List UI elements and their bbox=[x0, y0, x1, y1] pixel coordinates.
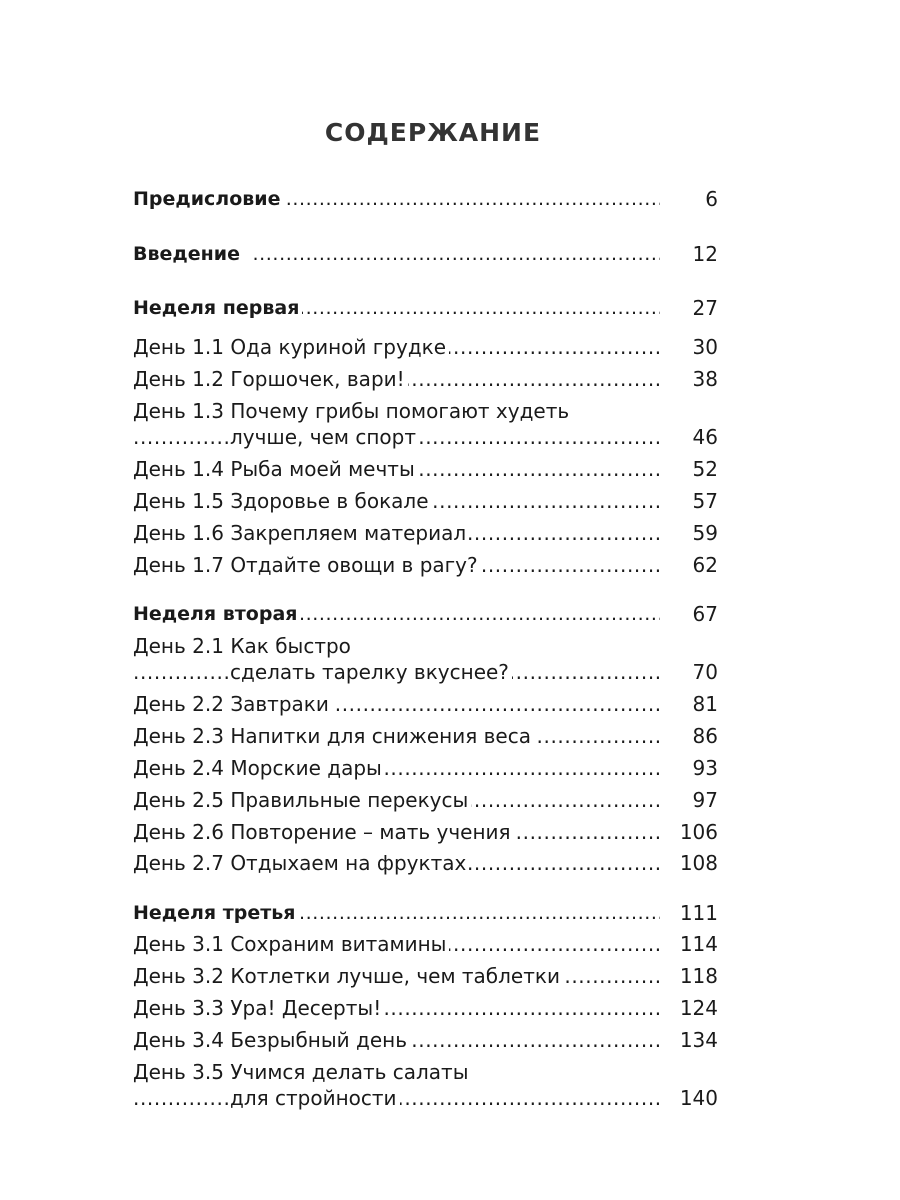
entry-title: Неделя первая bbox=[133, 295, 302, 321]
entry-title: День 1.2 Горшочек, вари! bbox=[133, 366, 408, 392]
entry-page: 86 bbox=[692, 724, 718, 748]
toc-entry-day-3-1 bbox=[133, 931, 718, 957]
entry-title: День 2.7 Отдыхаем на фруктах bbox=[133, 850, 469, 876]
entry-page: 12 bbox=[692, 242, 718, 266]
entry-page: 140 bbox=[679, 1086, 718, 1110]
entry-title: Неделя третья bbox=[133, 900, 298, 926]
entry-title: День 3.2 Котлетки лучше, чем таблетки bbox=[133, 963, 563, 989]
toc-entry-day-2-5 bbox=[133, 787, 718, 813]
entry-page: 81 bbox=[692, 692, 718, 716]
entry-page: 118 bbox=[679, 964, 718, 988]
entry-page: 57 bbox=[692, 489, 718, 513]
toc-entry-day-1-1 bbox=[133, 334, 718, 360]
entry-page: 134 bbox=[679, 1028, 718, 1052]
entry-title: День 3.3 Ура! Десерты! bbox=[133, 995, 384, 1021]
toc-entry-day-2-7 bbox=[133, 850, 718, 876]
toc-entry-day-3-3 bbox=[133, 995, 718, 1021]
entry-title: День 3.5 Учимся делать салаты bbox=[133, 1059, 472, 1085]
entry-title: Неделя вторая bbox=[133, 601, 300, 627]
toc-entry-day-1-3 bbox=[133, 398, 718, 424]
toc-entry-day-3-2 bbox=[133, 963, 718, 989]
toc-entry-introduction bbox=[133, 241, 718, 267]
entry-title: День 2.4 Морские дары bbox=[133, 755, 385, 781]
toc-entry-week-2 bbox=[133, 601, 718, 627]
entry-page: 59 bbox=[692, 521, 718, 545]
entry-title: День 1.5 Здоровье в бокале bbox=[133, 488, 432, 514]
entry-title: День 2.1 Как быстро bbox=[133, 633, 354, 659]
entry-page: 93 bbox=[692, 756, 718, 780]
entry-page: 38 bbox=[692, 367, 718, 391]
entry-page: 62 bbox=[692, 553, 718, 577]
entry-title: День 3.4 Безрыбный день bbox=[133, 1027, 410, 1053]
entry-title: День 1.4 Рыба моей мечты bbox=[133, 456, 418, 482]
entry-title: День 3.1 Сохраним витамины bbox=[133, 931, 449, 957]
entry-title: День 2.2 Завтраки bbox=[133, 691, 332, 717]
toc-entry-day-1-4 bbox=[133, 456, 718, 482]
entry-title: День 2.5 Правильные перекусы bbox=[133, 787, 471, 813]
entry-title: День 1.3 Почему грибы помогают худеть bbox=[133, 398, 572, 424]
entry-page: 97 bbox=[692, 788, 718, 812]
toc-entry-week-3 bbox=[133, 900, 718, 926]
toc-entry-day-3-4 bbox=[133, 1027, 718, 1053]
entry-title: День 2.3 Напитки для снижения веса bbox=[133, 723, 534, 749]
toc-entry-day-1-7 bbox=[133, 552, 718, 578]
toc-entry-preface bbox=[133, 186, 718, 212]
entry-page: 124 bbox=[679, 996, 718, 1020]
toc-entry-day-2-1-cont bbox=[133, 659, 718, 685]
toc-entry-day-1-2 bbox=[133, 366, 718, 392]
entry-title: Введение bbox=[133, 241, 250, 267]
toc-entry-day-2-6 bbox=[133, 819, 718, 845]
toc-entry-day-3-5 bbox=[133, 1059, 718, 1085]
toc-entry-week-1 bbox=[133, 295, 718, 321]
entry-page: 52 bbox=[692, 457, 718, 481]
entry-title-cont: сделать тарелку вкуснее? bbox=[230, 659, 512, 685]
entry-page: 111 bbox=[679, 901, 718, 925]
toc-entry-day-2-4 bbox=[133, 755, 718, 781]
toc-entry-day-1-5 bbox=[133, 488, 718, 514]
entry-page: 108 bbox=[679, 851, 718, 875]
toc-entry-day-1-6 bbox=[133, 520, 718, 546]
page-title: СОДЕРЖАНИЕ bbox=[324, 118, 542, 147]
entry-title-cont: для стройности bbox=[230, 1085, 400, 1111]
toc-entry-day-3-5-cont bbox=[133, 1085, 718, 1111]
entry-title: День 1.1 Ода куриной грудке bbox=[133, 334, 449, 360]
toc-entry-day-2-1 bbox=[133, 633, 718, 659]
entry-title-cont: лучше, чем спорт bbox=[230, 424, 419, 450]
entry-page: 27 bbox=[692, 296, 718, 320]
entry-title: День 1.6 Закрепляем материал bbox=[133, 520, 469, 546]
toc-entry-day-2-3 bbox=[133, 723, 718, 749]
entry-page: 70 bbox=[692, 660, 718, 684]
entry-page: 46 bbox=[692, 425, 718, 449]
entry-page: 106 bbox=[679, 820, 718, 844]
toc-entry-day-2-2 bbox=[133, 691, 718, 717]
entry-page: 114 bbox=[679, 932, 718, 956]
entry-title: Предисловие bbox=[133, 186, 284, 212]
entry-title: День 1.7 Отдайте овощи в рагу? bbox=[133, 552, 481, 578]
toc-entry-day-1-3-cont bbox=[133, 424, 718, 450]
entry-title: День 2.6 Повторение – мать учения bbox=[133, 819, 514, 845]
entry-page: 6 bbox=[705, 187, 718, 211]
entry-page: 30 bbox=[692, 335, 718, 359]
entry-page: 67 bbox=[692, 602, 718, 626]
